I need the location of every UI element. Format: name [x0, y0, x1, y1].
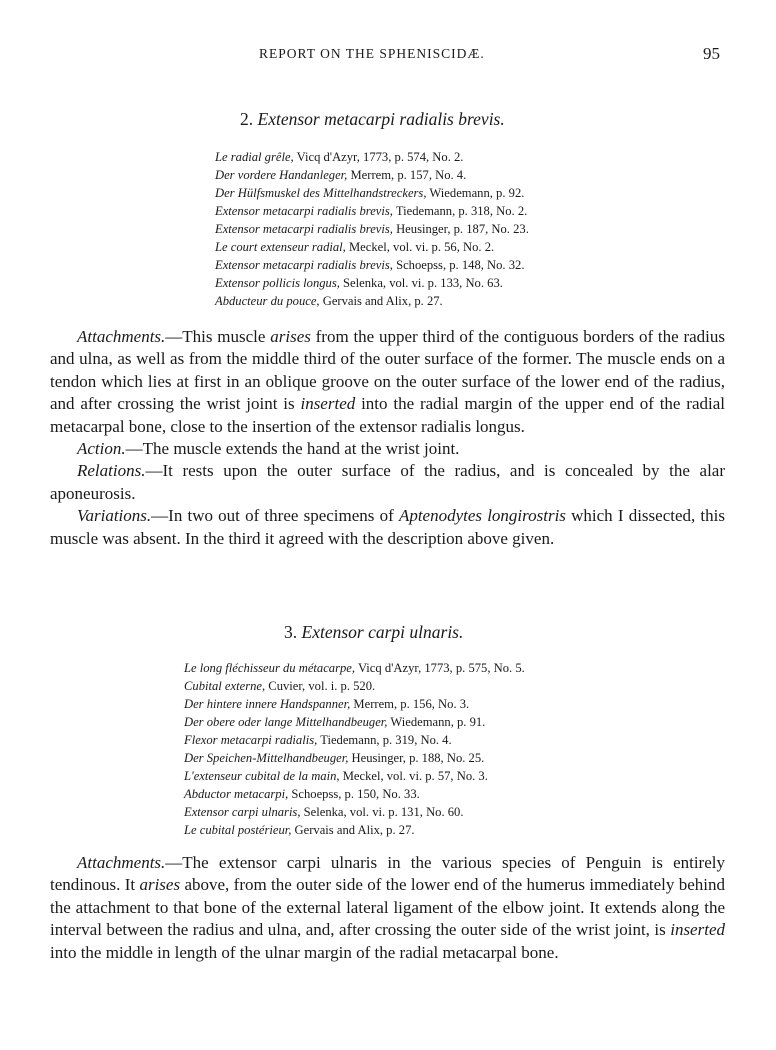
paragraph-label: Relations.: [77, 461, 146, 481]
emphasis-arises: arises: [270, 327, 311, 346]
synonym-entry: [215, 184, 529, 202]
paragraph-text: from the upper third of the contiguous borders of the radius and ulna, as well as from the middle third of the outer surface of the former. The muscle ends on a tendon which lies at first in an oblique groove on the outer surface of the lower end of the radius, and after crossing the wrist joint is: [50, 327, 725, 414]
synonym-name: Flexor metacarpi radialis,: [184, 733, 318, 747]
emphasis-inserted: inserted: [670, 920, 725, 940]
paragraph-text: above, from the outer side of the lower end of the humerus immediately behind the attachment to that bone of the external lateral ligament of the elbow joint. It extends along the interval between the radius and ulna, and, after crossing the outer side of the wrist joint, is: [50, 875, 725, 940]
paragraph-label: Attachments.: [77, 327, 166, 346]
synonym-entry: [184, 749, 525, 767]
synonym-name: Der obere oder lange Mittelhandbeuger,: [184, 715, 388, 729]
synonym-name: Der Hülfsmuskel des Mittelhandstreckers,: [215, 186, 427, 200]
synonym-entry: [215, 202, 529, 220]
synonym-entry: [215, 292, 529, 310]
synonym-entry: [215, 256, 529, 274]
page-number: 95: [703, 44, 720, 63]
synonym-citation: Heusinger, p. 188, No. 25.: [348, 751, 485, 765]
paragraph-text: —It rests upon the outer surface of the radius, and is concealed by the alar aponeurosis.: [50, 461, 725, 503]
synonym-entry: [184, 659, 525, 677]
synonym-citation: Wiedemann, p. 91.: [387, 715, 486, 729]
synonym-citation: Schoepss, p. 148, No. 32.: [392, 258, 525, 272]
synonym-citation: Heusinger, p. 187, No. 23.: [392, 222, 529, 236]
synonym-name: Extensor carpi ulnaris,: [184, 805, 301, 819]
emphasis-arises: arises: [139, 875, 181, 895]
synonym-name: Abducteur du pouce,: [215, 294, 320, 308]
synonym-entry: [184, 803, 525, 821]
synonym-entry: [215, 238, 529, 256]
synonym-citation: Tiedemann, p. 319, No. 4.: [317, 733, 452, 747]
relations-paragraph: [50, 460, 725, 505]
synonym-entry: [184, 767, 525, 785]
synonym-name: Cubital externe,: [184, 679, 266, 693]
synonym-entry: [215, 220, 529, 238]
synonym-entry: [215, 166, 529, 184]
paragraph-text: —The muscle extends the hand at the wrist joint.: [125, 439, 460, 459]
paragraph-text: —The extensor carpi ulnaris in the various species of Penguin is entirely tendinous. It: [50, 853, 725, 895]
paragraph-text: which I dissected, this muscle was absent. In the third it agreed with the description above given.: [50, 506, 725, 548]
running-title: REPORT ON THE SPHENISCIDÆ.: [259, 46, 485, 61]
synonym-name: Le court extenseur radial,: [215, 240, 346, 254]
synonym-name: L'extenseur cubital de la main,: [184, 769, 340, 783]
synonym-name: Extensor metacarpi radialis brevis,: [215, 222, 393, 236]
synonym-name: Extensor metacarpi radialis brevis,: [215, 204, 393, 218]
action-paragraph: [50, 438, 725, 460]
synonym-name: Der Speichen-Mittelhandbeuger,: [184, 751, 349, 765]
synonym-entry: [184, 731, 525, 749]
synonym-name: Le radial grêle,: [215, 150, 294, 164]
paragraph-label: Attachments.: [77, 853, 166, 872]
paragraph-label: Variations.: [77, 506, 152, 526]
synonym-citation: Wiedemann, p. 92.: [426, 186, 525, 200]
synonym-citation: Selenka, vol. vi. p. 133, No. 63.: [339, 276, 503, 290]
section-2-title: Extensor metacarpi radialis brevis.: [257, 109, 505, 129]
paragraph-text: —This muscle: [165, 327, 271, 346]
synonym-name: Der vordere Handanleger,: [215, 168, 348, 182]
synonym-citation: Gervais and Alix, p. 27.: [319, 294, 443, 308]
synonym-entry: [215, 148, 529, 166]
paragraph-label: Action.: [77, 439, 126, 459]
section-2-synonymy-list: [215, 148, 529, 310]
synonym-name: Le long fléchisseur du métacarpe,: [184, 661, 356, 675]
synonym-entry: [184, 713, 525, 731]
emphasis-inserted: inserted: [300, 394, 356, 414]
synonym-citation: Meckel, vol. vi. p. 56, No. 2.: [345, 240, 495, 254]
section-3-synonymy-list: [184, 659, 525, 839]
synonym-citation: Gervais and Alix, p. 27.: [291, 823, 415, 837]
paragraph-text: into the middle in length of the ulnar margin of the radial metacarpal bone.: [50, 942, 559, 962]
section-2-heading: [240, 109, 505, 130]
synonym-citation: Cuvier, vol. i. p. 520.: [265, 679, 376, 693]
synonym-citation: Vicq d'Azyr, 1773, p. 575, No. 5.: [355, 661, 525, 675]
synonym-name: Abductor metacarpi,: [184, 787, 289, 801]
synonym-citation: Selenka, vol. vi. p. 131, No. 60.: [300, 805, 464, 819]
synonym-citation: Vicq d'Azyr, 1773, p. 574, No. 2.: [293, 150, 464, 164]
synonym-name: Extensor pollicis longus,: [215, 276, 340, 290]
section-3-body: [50, 852, 725, 964]
section-3-heading: [284, 622, 463, 643]
synonym-citation: Meckel, vol. vi. p. 57, No. 3.: [339, 769, 488, 783]
species-name: Aptenodytes longirostris: [398, 506, 566, 526]
synonym-entry: [215, 274, 529, 292]
section-2-body: [50, 326, 725, 550]
synonym-citation: Schoepss, p. 150, No. 33.: [288, 787, 420, 801]
section-3-number: 3.: [284, 622, 298, 642]
variations-paragraph: [50, 505, 725, 550]
synonym-citation: Merrem, p. 156, No. 3.: [350, 697, 470, 711]
attachments-paragraph: [50, 852, 725, 964]
synonym-name: Extensor metacarpi radialis brevis,: [215, 258, 393, 272]
synonym-name: Der hintere innere Handspanner,: [184, 697, 351, 711]
paragraph-text: into the radial margin of the upper end of the radial metacarpal bone, close to the insertion of the extensor radialis longus.: [50, 394, 725, 436]
attachments-paragraph: [50, 326, 725, 438]
synonym-entry: [184, 695, 525, 713]
section-2-number: 2.: [240, 109, 254, 129]
synonym-citation: Merrem, p. 157, No. 4.: [347, 168, 467, 182]
section-3-title: Extensor carpi ulnaris.: [301, 622, 464, 642]
synonym-name: Le cubital postérieur,: [184, 823, 292, 837]
synonym-entry: [184, 785, 525, 803]
paragraph-text: —In two out of three specimens of: [151, 506, 399, 526]
synonym-entry: [184, 821, 525, 839]
synonym-entry: [184, 677, 525, 695]
synonym-citation: Tiedemann, p. 318, No. 2.: [392, 204, 528, 218]
